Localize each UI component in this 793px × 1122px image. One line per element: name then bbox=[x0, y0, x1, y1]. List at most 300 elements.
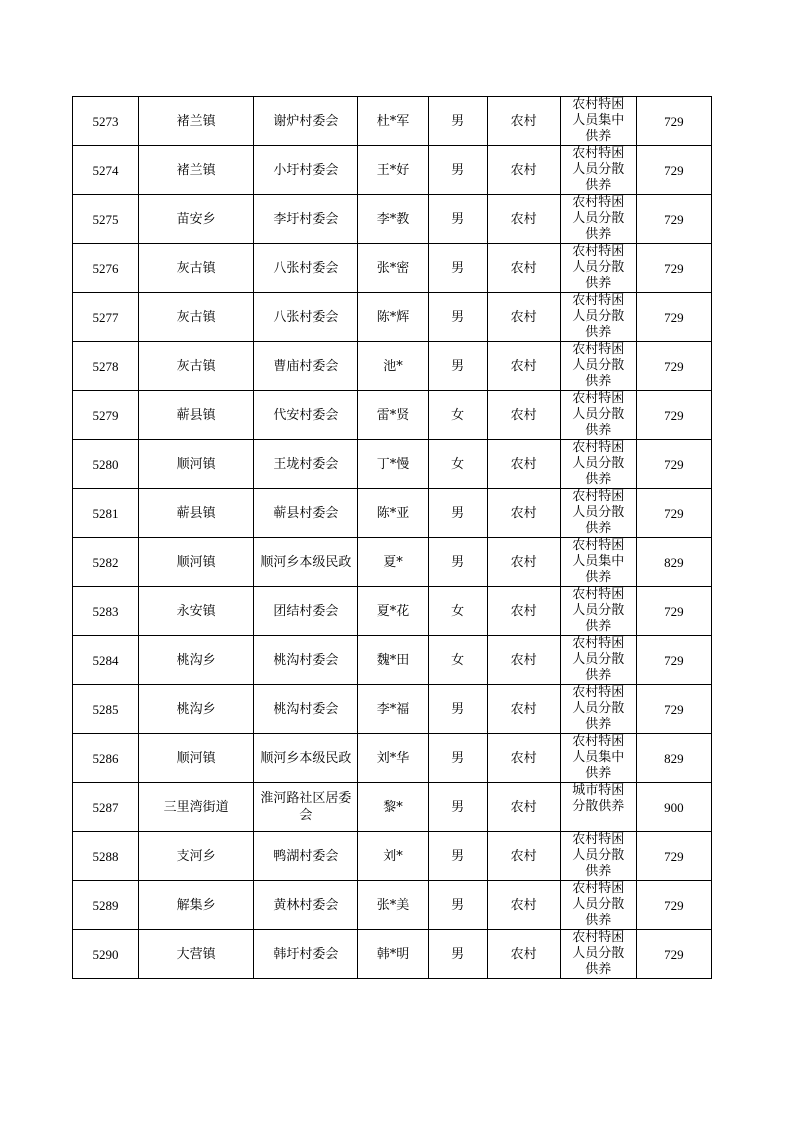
cell-id-text: 5280 bbox=[92, 456, 119, 472]
cell-id bbox=[73, 489, 139, 538]
cell-name-text: 陈*亚 bbox=[376, 505, 410, 521]
cell-category bbox=[560, 97, 636, 146]
cell-gender bbox=[428, 685, 487, 734]
cell-town bbox=[139, 636, 254, 685]
cell-committee-text: 代安村委会 bbox=[273, 407, 339, 423]
cell-committee-text: 团结村委会 bbox=[273, 603, 339, 619]
cell-committee bbox=[254, 783, 358, 832]
cell-town bbox=[139, 244, 254, 293]
cell-area-text: 农村 bbox=[510, 848, 537, 864]
cell-committee-text: 曹庙村委会 bbox=[273, 358, 339, 374]
category-clip bbox=[561, 832, 636, 880]
cell-area-text: 农村 bbox=[510, 603, 537, 619]
cell-town-text: 大营镇 bbox=[176, 946, 216, 962]
cell-gender bbox=[428, 342, 487, 391]
cell-amount-text: 829 bbox=[664, 554, 684, 570]
cell-area bbox=[487, 881, 560, 930]
table-row bbox=[73, 734, 712, 783]
cell-category-text: 农村特困人员集中供养 bbox=[572, 97, 625, 144]
cell-id-text: 5281 bbox=[92, 505, 119, 521]
cell-gender bbox=[428, 244, 487, 293]
cell-committee bbox=[254, 342, 358, 391]
cell-gender-text: 男 bbox=[451, 162, 465, 178]
table-body bbox=[73, 97, 712, 979]
cell-committee-text: 八张村委会 bbox=[273, 309, 339, 325]
cell-id-text: 5277 bbox=[92, 309, 119, 325]
cell-amount-text: 729 bbox=[664, 652, 684, 668]
cell-amount bbox=[636, 832, 711, 881]
cell-name bbox=[358, 342, 428, 391]
cell-amount-text: 729 bbox=[664, 505, 684, 521]
cell-town-text: 桃沟乡 bbox=[176, 701, 216, 717]
cell-gender-text: 男 bbox=[451, 260, 465, 276]
cell-committee-text: 王垅村委会 bbox=[273, 456, 339, 472]
table-row bbox=[73, 440, 712, 489]
cell-amount bbox=[636, 342, 711, 391]
cell-id bbox=[73, 734, 139, 783]
cell-category bbox=[560, 538, 636, 587]
cell-area-text: 农村 bbox=[510, 456, 537, 472]
cell-name-text: 陈*辉 bbox=[376, 309, 410, 325]
cell-area bbox=[487, 930, 560, 979]
cell-gender bbox=[428, 587, 487, 636]
cell-area-text: 农村 bbox=[510, 554, 537, 570]
cell-id bbox=[73, 97, 139, 146]
cell-amount bbox=[636, 195, 711, 244]
cell-name bbox=[358, 244, 428, 293]
table-row bbox=[73, 685, 712, 734]
table-row bbox=[73, 489, 712, 538]
table-row bbox=[73, 342, 712, 391]
category-clip bbox=[561, 881, 636, 929]
cell-id-text: 5276 bbox=[92, 260, 119, 276]
cell-town-text: 桃沟乡 bbox=[176, 652, 216, 668]
cell-category-text: 农村特困人员分散供养 bbox=[572, 587, 625, 634]
cell-name bbox=[358, 930, 428, 979]
cell-area bbox=[487, 342, 560, 391]
cell-name-text: 夏*花 bbox=[376, 603, 410, 619]
cell-category-text: 农村特困人员分散供养 bbox=[572, 881, 625, 928]
cell-area-text: 农村 bbox=[510, 309, 537, 325]
cell-town bbox=[139, 685, 254, 734]
cell-committee bbox=[254, 195, 358, 244]
cell-gender bbox=[428, 293, 487, 342]
cell-name bbox=[358, 734, 428, 783]
cell-gender bbox=[428, 489, 487, 538]
cell-committee bbox=[254, 734, 358, 783]
cell-gender-text: 男 bbox=[451, 113, 465, 129]
cell-amount-text: 729 bbox=[664, 897, 684, 913]
cell-gender-text: 男 bbox=[451, 309, 465, 325]
cell-id-text: 5289 bbox=[92, 897, 119, 913]
cell-town bbox=[139, 391, 254, 440]
cell-category bbox=[560, 685, 636, 734]
category-clip bbox=[561, 293, 636, 341]
cell-gender bbox=[428, 146, 487, 195]
cell-town-text: 支河乡 bbox=[176, 848, 216, 864]
cell-amount bbox=[636, 734, 711, 783]
cell-committee-text: 黄林村委会 bbox=[273, 897, 339, 913]
cell-gender bbox=[428, 881, 487, 930]
cell-category bbox=[560, 881, 636, 930]
cell-town bbox=[139, 881, 254, 930]
cell-category-text: 农村特困人员集中供养 bbox=[572, 734, 625, 781]
cell-name bbox=[358, 489, 428, 538]
cell-amount bbox=[636, 783, 711, 832]
cell-amount bbox=[636, 636, 711, 685]
cell-gender bbox=[428, 783, 487, 832]
cell-committee bbox=[254, 685, 358, 734]
cell-town-text: 顺河镇 bbox=[176, 554, 216, 570]
cell-name bbox=[358, 97, 428, 146]
cell-name-text: 张*美 bbox=[376, 897, 410, 913]
cell-committee-text: 八张村委会 bbox=[273, 260, 339, 276]
table-row bbox=[73, 244, 712, 293]
cell-id bbox=[73, 146, 139, 195]
cell-id-text: 5287 bbox=[92, 799, 119, 815]
cell-area bbox=[487, 391, 560, 440]
cell-name-text: 夏* bbox=[383, 554, 403, 570]
cell-town-text: 顺河镇 bbox=[176, 750, 216, 766]
cell-name bbox=[358, 391, 428, 440]
cell-town bbox=[139, 930, 254, 979]
cell-name-text: 丁*慢 bbox=[376, 456, 410, 472]
cell-gender-text: 女 bbox=[451, 456, 465, 472]
cell-id bbox=[73, 391, 139, 440]
cell-area-text: 农村 bbox=[510, 505, 537, 521]
cell-area bbox=[487, 244, 560, 293]
cell-category-text: 农村特困人员分散供养 bbox=[572, 342, 625, 389]
cell-name bbox=[358, 440, 428, 489]
cell-gender bbox=[428, 636, 487, 685]
category-clip bbox=[561, 587, 636, 635]
cell-name-text: 黎* bbox=[383, 799, 403, 815]
cell-amount bbox=[636, 930, 711, 979]
cell-gender bbox=[428, 97, 487, 146]
cell-town bbox=[139, 440, 254, 489]
cell-amount bbox=[636, 97, 711, 146]
cell-name-text: 雷*贤 bbox=[376, 407, 410, 423]
records-table bbox=[72, 96, 712, 979]
cell-id-text: 5279 bbox=[92, 407, 119, 423]
cell-name bbox=[358, 195, 428, 244]
cell-category-text: 农村特困人员集中供养 bbox=[572, 538, 625, 585]
category-clip bbox=[561, 685, 636, 733]
category-clip bbox=[561, 783, 636, 831]
cell-area bbox=[487, 587, 560, 636]
cell-id-text: 5286 bbox=[92, 750, 119, 766]
cell-amount bbox=[636, 244, 711, 293]
cell-town bbox=[139, 734, 254, 783]
category-clip bbox=[561, 391, 636, 439]
cell-id bbox=[73, 342, 139, 391]
cell-id bbox=[73, 881, 139, 930]
cell-committee bbox=[254, 97, 358, 146]
table-row bbox=[73, 783, 712, 832]
table-row bbox=[73, 636, 712, 685]
cell-amount bbox=[636, 587, 711, 636]
cell-gender bbox=[428, 391, 487, 440]
cell-amount bbox=[636, 538, 711, 587]
cell-town-text: 解集乡 bbox=[176, 897, 216, 913]
cell-category bbox=[560, 832, 636, 881]
cell-name-text: 池* bbox=[383, 358, 403, 374]
cell-category bbox=[560, 342, 636, 391]
cell-id-text: 5285 bbox=[92, 701, 119, 717]
cell-category-text: 农村特困人员分散供养 bbox=[572, 832, 625, 879]
cell-town bbox=[139, 146, 254, 195]
table-row bbox=[73, 293, 712, 342]
cell-id bbox=[73, 930, 139, 979]
cell-town bbox=[139, 587, 254, 636]
cell-committee bbox=[254, 489, 358, 538]
cell-area bbox=[487, 146, 560, 195]
cell-amount bbox=[636, 293, 711, 342]
cell-id bbox=[73, 538, 139, 587]
cell-id-text: 5273 bbox=[92, 113, 119, 129]
cell-area-text: 农村 bbox=[510, 358, 537, 374]
cell-town bbox=[139, 783, 254, 832]
cell-town bbox=[139, 489, 254, 538]
category-clip bbox=[561, 489, 636, 537]
cell-id bbox=[73, 244, 139, 293]
cell-committee-text: 顺河乡本级民政 bbox=[260, 750, 352, 766]
cell-id bbox=[73, 440, 139, 489]
cell-name-text: 张*密 bbox=[376, 260, 410, 276]
cell-category-text: 农村特困人员分散供养 bbox=[572, 636, 625, 683]
cell-area bbox=[487, 293, 560, 342]
cell-category bbox=[560, 391, 636, 440]
cell-area bbox=[487, 538, 560, 587]
cell-gender-text: 男 bbox=[451, 946, 465, 962]
cell-area bbox=[487, 636, 560, 685]
cell-amount-text: 900 bbox=[664, 799, 684, 815]
cell-town-text: 顺河镇 bbox=[176, 456, 216, 472]
cell-gender-text: 男 bbox=[451, 897, 465, 913]
cell-committee-text: 韩圩村委会 bbox=[273, 946, 339, 962]
cell-category-text: 农村特困人员分散供养 bbox=[572, 685, 625, 732]
category-clip bbox=[561, 930, 636, 978]
cell-gender-text: 男 bbox=[451, 750, 465, 766]
cell-name bbox=[358, 587, 428, 636]
table-row bbox=[73, 146, 712, 195]
cell-committee bbox=[254, 832, 358, 881]
cell-amount-text: 729 bbox=[664, 162, 684, 178]
cell-category-text: 农村特困人员分散供养 bbox=[572, 244, 625, 291]
cell-name-text: 魏*田 bbox=[376, 652, 410, 668]
cell-name-text: 杜*军 bbox=[376, 113, 410, 129]
cell-town-text: 褚兰镇 bbox=[176, 162, 216, 178]
cell-category-text: 城市特困分散供养 bbox=[572, 783, 625, 814]
cell-amount bbox=[636, 440, 711, 489]
cell-area-text: 农村 bbox=[510, 162, 537, 178]
cell-amount-text: 829 bbox=[664, 750, 684, 766]
cell-gender bbox=[428, 195, 487, 244]
cell-amount-text: 729 bbox=[664, 603, 684, 619]
cell-committee bbox=[254, 881, 358, 930]
cell-amount bbox=[636, 685, 711, 734]
cell-category-text: 农村特困人员分散供养 bbox=[572, 489, 625, 536]
cell-amount-text: 729 bbox=[664, 113, 684, 129]
category-clip bbox=[561, 734, 636, 782]
cell-town-text: 褚兰镇 bbox=[176, 113, 216, 129]
cell-category bbox=[560, 783, 636, 832]
cell-amount bbox=[636, 881, 711, 930]
cell-id bbox=[73, 832, 139, 881]
cell-area bbox=[487, 783, 560, 832]
category-clip bbox=[561, 342, 636, 390]
cell-name bbox=[358, 881, 428, 930]
cell-committee-text: 鸭湖村委会 bbox=[273, 848, 339, 864]
cell-committee-text: 蕲县村委会 bbox=[273, 505, 339, 521]
category-clip bbox=[561, 538, 636, 586]
cell-name-text: 王*好 bbox=[376, 162, 410, 178]
cell-town-text: 灰古镇 bbox=[176, 358, 216, 374]
cell-amount-text: 729 bbox=[664, 260, 684, 276]
cell-category bbox=[560, 195, 636, 244]
cell-category bbox=[560, 244, 636, 293]
category-clip bbox=[561, 146, 636, 194]
table-row bbox=[73, 832, 712, 881]
cell-gender-text: 男 bbox=[451, 701, 465, 717]
table-row bbox=[73, 195, 712, 244]
cell-gender-text: 女 bbox=[451, 603, 465, 619]
cell-id bbox=[73, 587, 139, 636]
cell-category bbox=[560, 636, 636, 685]
cell-gender-text: 女 bbox=[451, 652, 465, 668]
cell-town bbox=[139, 293, 254, 342]
cell-area bbox=[487, 440, 560, 489]
cell-amount-text: 729 bbox=[664, 946, 684, 962]
cell-name-text: 韩*明 bbox=[376, 946, 410, 962]
cell-id-text: 5282 bbox=[92, 554, 119, 570]
cell-category-text: 农村特困人员分散供养 bbox=[572, 195, 625, 242]
cell-area bbox=[487, 734, 560, 783]
cell-name bbox=[358, 832, 428, 881]
cell-committee-text: 桃沟村委会 bbox=[273, 701, 339, 717]
cell-gender bbox=[428, 734, 487, 783]
table-row bbox=[73, 881, 712, 930]
cell-committee-text: 小圩村委会 bbox=[273, 162, 339, 178]
cell-amount-text: 729 bbox=[664, 848, 684, 864]
cell-gender bbox=[428, 832, 487, 881]
cell-committee-text: 顺河乡本级民政 bbox=[260, 554, 352, 570]
cell-gender bbox=[428, 538, 487, 587]
cell-town-text: 苗安乡 bbox=[176, 211, 216, 227]
category-clip bbox=[561, 636, 636, 684]
cell-town bbox=[139, 832, 254, 881]
cell-name bbox=[358, 636, 428, 685]
cell-id-text: 5275 bbox=[92, 211, 119, 227]
cell-id-text: 5274 bbox=[92, 162, 119, 178]
cell-town bbox=[139, 97, 254, 146]
category-clip bbox=[561, 97, 636, 145]
cell-category bbox=[560, 489, 636, 538]
cell-amount-text: 729 bbox=[664, 407, 684, 423]
cell-area-text: 农村 bbox=[510, 211, 537, 227]
cell-gender bbox=[428, 930, 487, 979]
cell-category bbox=[560, 440, 636, 489]
cell-gender bbox=[428, 440, 487, 489]
cell-committee bbox=[254, 440, 358, 489]
cell-amount-text: 729 bbox=[664, 456, 684, 472]
cell-name-text: 李*教 bbox=[376, 211, 410, 227]
cell-id-text: 5290 bbox=[92, 946, 119, 962]
cell-amount bbox=[636, 391, 711, 440]
cell-id-text: 5278 bbox=[92, 358, 119, 374]
cell-id bbox=[73, 293, 139, 342]
cell-town-text: 三里湾街道 bbox=[163, 799, 229, 815]
cell-town-text: 灰古镇 bbox=[176, 260, 216, 276]
cell-town bbox=[139, 538, 254, 587]
cell-amount-text: 729 bbox=[664, 701, 684, 717]
cell-gender-text: 男 bbox=[451, 554, 465, 570]
cell-name-text: 刘* bbox=[383, 848, 403, 864]
cell-id-text: 5288 bbox=[92, 848, 119, 864]
cell-area-text: 农村 bbox=[510, 946, 537, 962]
cell-amount-text: 729 bbox=[664, 358, 684, 374]
cell-gender-text: 女 bbox=[451, 407, 465, 423]
cell-gender-text: 男 bbox=[451, 799, 465, 815]
cell-gender-text: 男 bbox=[451, 505, 465, 521]
category-clip bbox=[561, 244, 636, 292]
table-row bbox=[73, 97, 712, 146]
cell-id bbox=[73, 636, 139, 685]
cell-area-text: 农村 bbox=[510, 897, 537, 913]
cell-area bbox=[487, 97, 560, 146]
cell-committee bbox=[254, 244, 358, 293]
table-row bbox=[73, 930, 712, 979]
cell-category bbox=[560, 930, 636, 979]
category-clip bbox=[561, 195, 636, 243]
cell-category bbox=[560, 734, 636, 783]
cell-town-text: 蕲县镇 bbox=[176, 407, 216, 423]
cell-committee bbox=[254, 391, 358, 440]
cell-area bbox=[487, 195, 560, 244]
cell-gender-text: 男 bbox=[451, 211, 465, 227]
cell-category-text: 农村特困人员分散供养 bbox=[572, 293, 625, 340]
cell-amount bbox=[636, 146, 711, 195]
cell-category bbox=[560, 587, 636, 636]
cell-area bbox=[487, 489, 560, 538]
cell-id-text: 5283 bbox=[92, 603, 119, 619]
cell-amount-text: 729 bbox=[664, 211, 684, 227]
cell-town bbox=[139, 342, 254, 391]
cell-category-text: 农村特困人员分散供养 bbox=[572, 146, 625, 193]
cell-committee-text: 桃沟村委会 bbox=[273, 652, 339, 668]
cell-area-text: 农村 bbox=[510, 799, 537, 815]
cell-area bbox=[487, 832, 560, 881]
cell-area-text: 农村 bbox=[510, 701, 537, 717]
cell-committee bbox=[254, 146, 358, 195]
table-row bbox=[73, 587, 712, 636]
cell-area-text: 农村 bbox=[510, 113, 537, 129]
cell-area-text: 农村 bbox=[510, 260, 537, 276]
cell-id-text: 5284 bbox=[92, 652, 119, 668]
cell-committee bbox=[254, 538, 358, 587]
cell-name bbox=[358, 293, 428, 342]
cell-town-text: 蕲县镇 bbox=[176, 505, 216, 521]
table-row bbox=[73, 538, 712, 587]
cell-town-text: 永安镇 bbox=[176, 603, 216, 619]
cell-area-text: 农村 bbox=[510, 750, 537, 766]
cell-committee-text: 谢炉村委会 bbox=[273, 113, 339, 129]
cell-name bbox=[358, 783, 428, 832]
cell-id bbox=[73, 685, 139, 734]
cell-area-text: 农村 bbox=[510, 407, 537, 423]
cell-amount-text: 729 bbox=[664, 309, 684, 325]
cell-gender-text: 男 bbox=[451, 358, 465, 374]
